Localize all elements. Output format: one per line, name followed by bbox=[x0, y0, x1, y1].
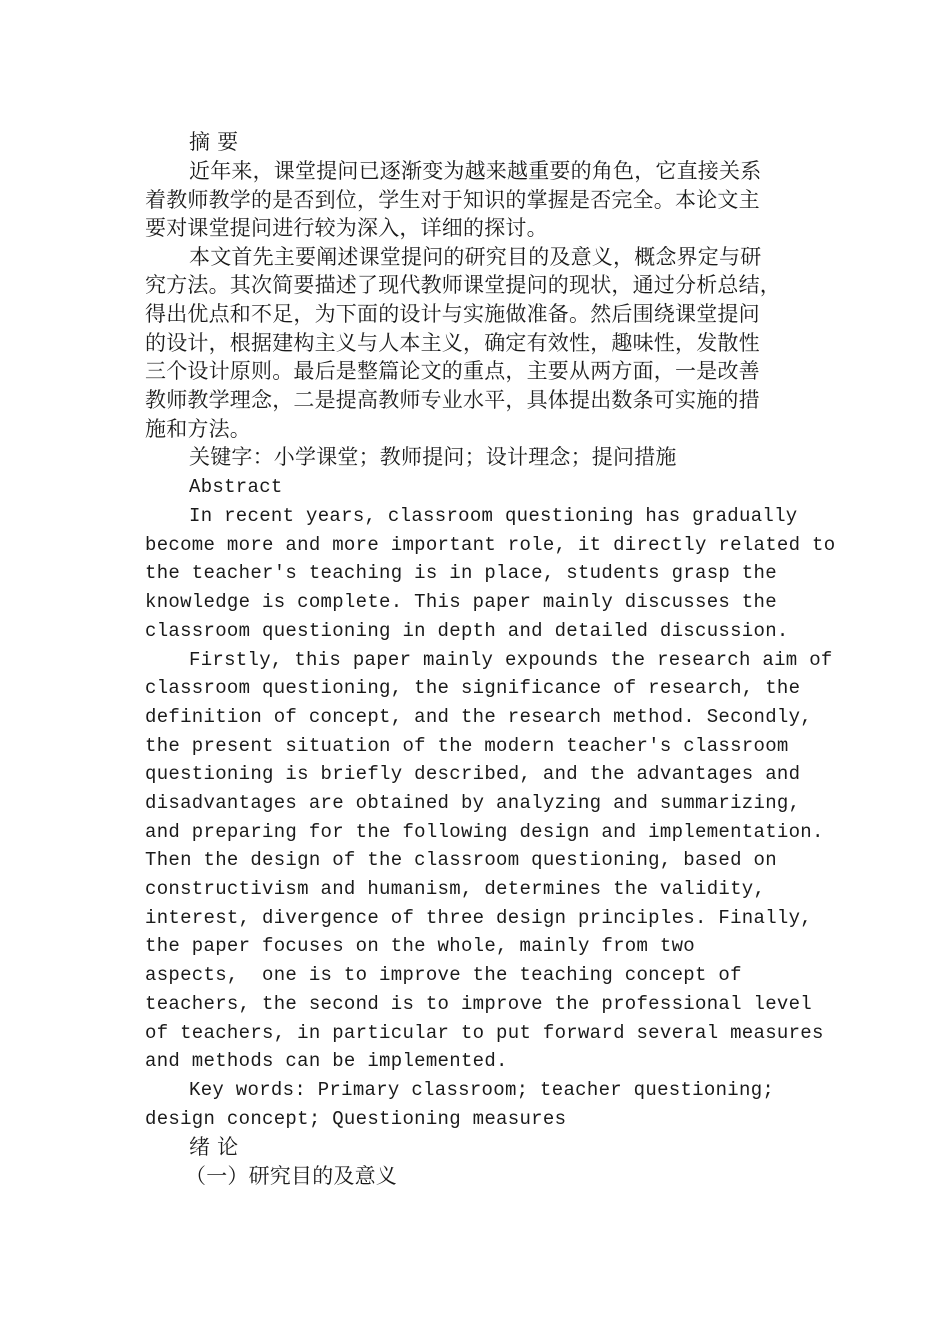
introduction-heading: 绪 论 bbox=[189, 1135, 239, 1159]
abstract-en-keywords-line: design concept; Questioning measures bbox=[145, 1108, 567, 1130]
abstract-en-p2-line: of teachers, in particular to put forward several measures bbox=[145, 1022, 824, 1044]
abstract-cn-p1-line: 要对课堂提问进行较为深入，详细的探讨。 bbox=[145, 216, 548, 240]
abstract-en-p2-line: definition of concept, and the research method. Secondly, bbox=[145, 706, 813, 728]
abstract-en-p2-line: aspects, one is to improve the teaching concept of bbox=[145, 964, 742, 986]
abstract-cn-p2-line: 施和方法。 bbox=[145, 417, 251, 441]
abstract-en-heading: Abstract bbox=[189, 476, 283, 498]
abstract-cn-p1-line: 着教师教学的是否到位，学生对于知识的掌握是否完全。本论文主 bbox=[145, 188, 760, 212]
abstract-cn-p1-line: 近年来，课堂提问已逐渐变为越来越重要的角色，它直接关系 bbox=[189, 159, 762, 183]
abstract-en-p2-line: and methods can be implemented. bbox=[145, 1050, 508, 1072]
abstract-en-p2-line: the present situation of the modern teacher's classroom bbox=[145, 735, 789, 757]
abstract-en-p2-line: interest, divergence of three design principles. Finally, bbox=[145, 907, 813, 929]
abstract-cn-p2-line: 三个设计原则。最后是整篇论文的重点，主要从两方面，一是改善 bbox=[145, 359, 760, 383]
abstract-en-p2-line: and preparing for the following design and implementation. bbox=[145, 821, 824, 843]
abstract-en-p2-line: classroom questioning, the significance of research, the bbox=[145, 677, 801, 699]
abstract-en-p2-line: the paper focuses on the whole, mainly from two bbox=[145, 935, 695, 957]
abstract-en-p2-line: Firstly, this paper mainly expounds the research aim of bbox=[189, 649, 833, 671]
abstract-en-p1-line: become more and more important role, it directly related to bbox=[145, 534, 836, 556]
introduction-subheading: （一）研究目的及意义 bbox=[185, 1164, 397, 1188]
abstract-cn-p2-line: 究方法。其次简要描述了现代教师课堂提问的现状，通过分析总结， bbox=[145, 273, 781, 297]
abstract-en-p2-line: teachers, the second is to improve the professional level bbox=[145, 993, 813, 1015]
abstract-en-keywords-line: Key words: Primary classroom; teacher questioning; bbox=[189, 1079, 775, 1101]
abstract-en-p2-line: disadvantages are obtained by analyzing and summarizing, bbox=[145, 792, 801, 814]
abstract-en-p2-line: constructivism and humanism, determines the validity, bbox=[145, 878, 766, 900]
abstract-en-p2-line: Then the design of the classroom questioning, based on bbox=[145, 849, 777, 871]
abstract-cn-p2-line: 本文首先主要阐述课堂提问的研究目的及意义，概念界定与研 bbox=[189, 245, 762, 269]
abstract-en-p1-line: knowledge is complete. This paper mainly discusses the bbox=[145, 591, 777, 613]
abstract-en-p1-line: In recent years, classroom questioning has gradually bbox=[189, 505, 798, 527]
abstract-en-p1-line: classroom questioning in depth and detailed discussion. bbox=[145, 620, 789, 642]
abstract-cn-p2-line: 教师教学理念，二是提高教师专业水平，具体提出数条可实施的措 bbox=[145, 388, 760, 412]
abstract-cn-keywords: 关键字：小学课堂；教师提问；设计理念；提问措施 bbox=[189, 445, 677, 469]
abstract-en-p1-line: the teacher's teaching is in place, students grasp the bbox=[145, 562, 777, 584]
abstract-cn-heading: 摘 要 bbox=[189, 130, 239, 154]
abstract-en-p2-line: questioning is briefly described, and the advantages and bbox=[145, 763, 801, 785]
abstract-cn-p2-line: 的设计，根据建构主义与人本主义，确定有效性，趣味性，发散性 bbox=[145, 331, 760, 355]
abstract-cn-p2-line: 得出优点和不足，为下面的设计与实施做准备。然后围绕课堂提问 bbox=[145, 302, 760, 326]
